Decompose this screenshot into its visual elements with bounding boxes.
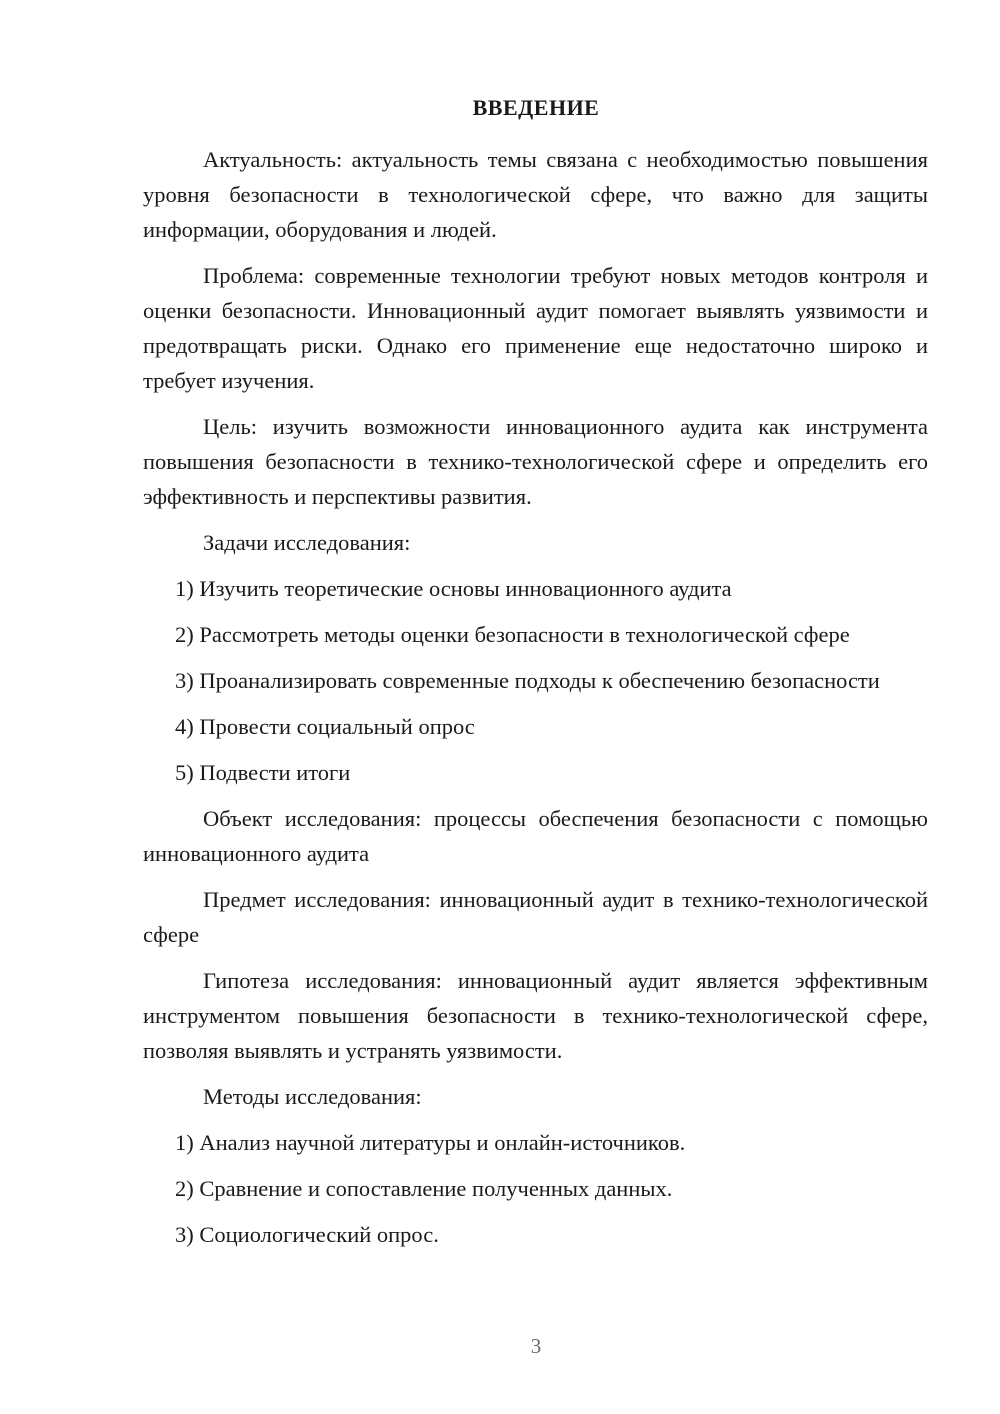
relevance-paragraph: Актуальность: актуальность темы связана с необходимостью повышения уровня безопасности в технологической сфере, что важно для защиты информации, оборудования и людей. [143, 147, 928, 242]
page-number: 3 [530, 1334, 542, 1358]
body-text [143, 142, 928, 1263]
task-item: 4) Провести социальный опрос [175, 714, 475, 739]
method-item: 3) Социологический опрос. [175, 1222, 439, 1247]
hypothesis-paragraph: Гипотеза исследования: инновационный аудит является эффективным инструментом повышения безопасности в технико-технологической сфере, позволяя выявлять и устранять уязвимости. [143, 968, 928, 1063]
subject-paragraph: Предмет исследования: инновационный аудит в технико-технологической сфере [143, 887, 928, 947]
goal-paragraph: Цель: изучить возможности инновационного аудита как инструмента повышения безопасности в технико-технологической сфере и определить его эффективность и перспективы развития. [143, 414, 928, 509]
task-item: 1) Изучить теоретические основы инновационного аудита [175, 576, 732, 601]
methods-heading: Методы исследования: [203, 1084, 422, 1109]
task-item: 5) Подвести итоги [175, 760, 351, 785]
task-item: 2) Рассмотреть методы оценки безопасности в технологической сфере [175, 622, 850, 647]
problem-paragraph: Проблема: современные технологии требуют новых методов контроля и оценки безопасности. Инновационный аудит помогает выявлять уязвимости и предотвращать риски. Однако его применение еще недостаточно широко и требует изучения. [143, 263, 928, 393]
tasks-heading: Задачи исследования: [203, 530, 411, 555]
object-paragraph: Объект исследования: процессы обеспечения безопасности с помощью инновационного аудита [143, 806, 928, 866]
method-item: 2) Сравнение и сопоставление полученных данных. [175, 1176, 673, 1201]
task-item: 3) Проанализировать современные подходы к обеспечению безопасности [175, 668, 880, 693]
section-title: ВВЕДЕНИЕ [472, 95, 600, 120]
method-item: 1) Анализ научной литературы и онлайн-источников. [175, 1130, 686, 1155]
